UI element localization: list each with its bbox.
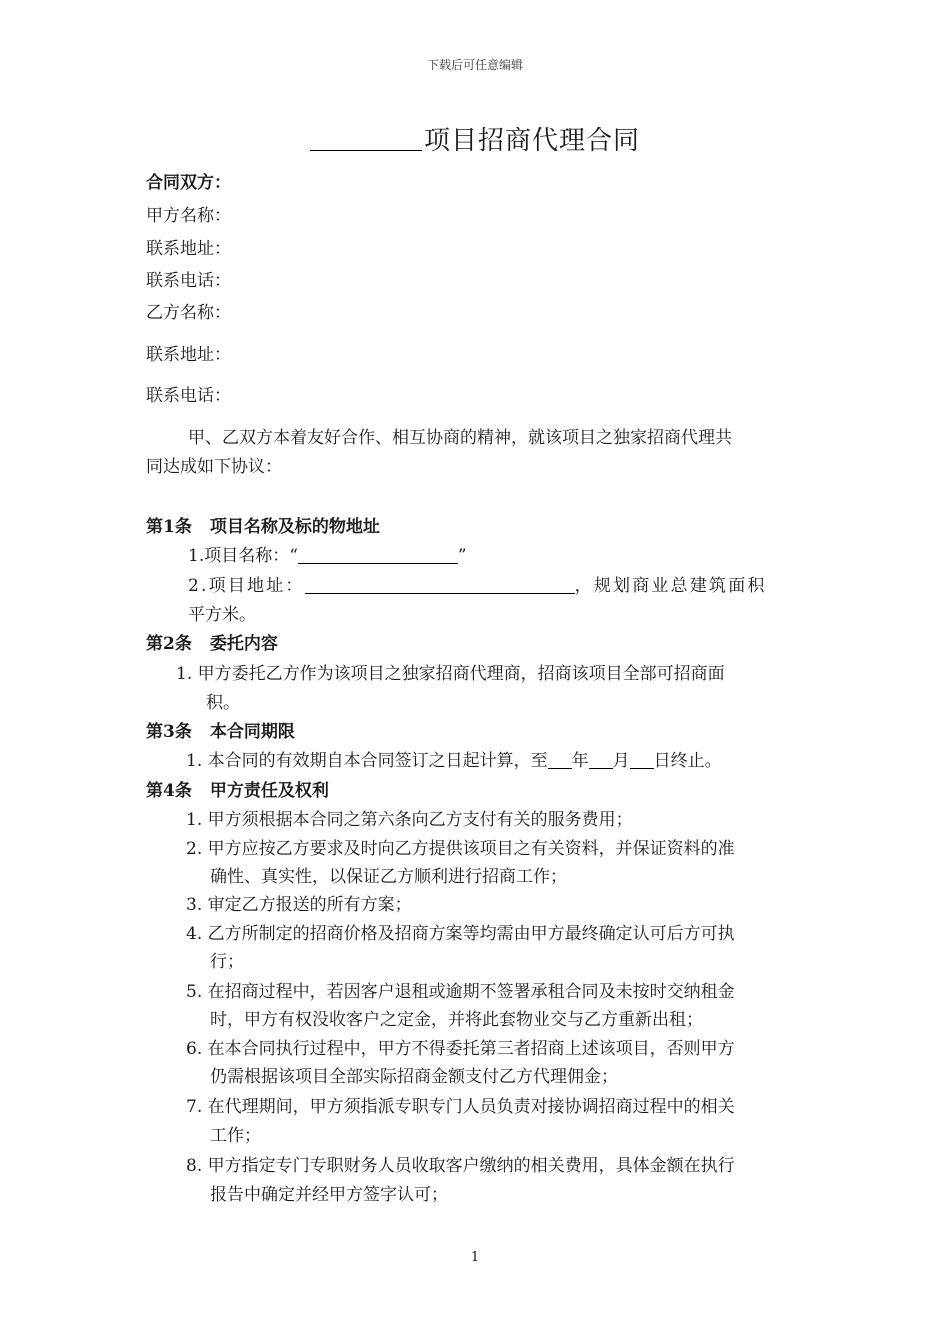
art4-item7-line2: 工作； — [210, 1126, 261, 1146]
header-note: 下载后可任意编辑 — [426, 58, 523, 72]
art2-number: 第2条 — [146, 634, 192, 654]
art4-item4-line2: 行； — [210, 952, 244, 972]
art4-item6-line1: 6. 在本合同执行过程中，甲方不得委托第三者招商上述该项目，否则甲方 — [186, 1039, 735, 1059]
art3-title: 本合同期限 — [209, 722, 295, 742]
parties-heading: 合同双方： — [146, 173, 231, 193]
art4-title: 甲方责任及权利 — [209, 781, 329, 801]
party-a-phone: 联系电话： — [146, 271, 231, 291]
art4-item5-line2: 时，甲方有权没收客户之定金，并将此套物业交与乙方重新出租； — [210, 1010, 703, 1030]
art4-item8-line1: 8. 甲方指定专门专职财务人员收取客户缴纳的相关费用，具体金额在执行 — [186, 1156, 735, 1176]
art1-item1 — [188, 541, 467, 566]
contract-title — [0, 120, 950, 157]
art4-item2-line2: 确性、真实性，以保证乙方顺利进行招商工作； — [210, 867, 567, 887]
art4-item6-line2: 仍需根据该项目全部实际招商金额支付乙方代理佣金； — [210, 1067, 618, 1087]
month-blank — [589, 750, 613, 769]
party-a-name: 甲方名称： — [146, 206, 231, 226]
project-name-blank — [298, 545, 458, 564]
art4-item1: 1. 甲方须根据本合同之第六条向乙方支付有关的服务费用； — [186, 810, 633, 830]
art1-item2-cont: 平方米。 — [188, 605, 256, 625]
art4-item8-line2: 报告中确定并经甲方签字认可； — [210, 1185, 448, 1205]
art2-heading — [146, 629, 278, 654]
party-a-address: 联系地址： — [146, 239, 231, 259]
art3-item1-c: 月 — [612, 751, 630, 771]
party-b-address: 联系地址： — [146, 345, 231, 365]
art3-item1 — [186, 746, 722, 771]
art3-heading — [146, 717, 295, 742]
title-blank-line — [310, 124, 422, 151]
day-blank — [630, 750, 654, 769]
art4-item7-line1: 7. 在代理期间，甲方须指派专职专门人员负责对接协调招商过程中的相关 — [186, 1097, 735, 1117]
art4-item2-line1: 2. 甲方应按乙方要求及时向乙方提供该项目之有关资料，并保证资料的准 — [186, 839, 735, 859]
art4-number: 第4条 — [146, 781, 192, 801]
art3-item1-a: 1. 本合同的有效期自本合同签订之日起计算，至 — [186, 751, 548, 771]
party-b-name: 乙方名称： — [146, 303, 231, 323]
art1-item1-label: 1.项目名称：“ — [188, 546, 298, 566]
art4-heading — [146, 776, 329, 801]
art2-item1-line1: 1. 甲方委托乙方作为该项目之独家招商代理商，招商该项目全部可招商面 — [176, 664, 725, 684]
art1-heading — [146, 512, 380, 537]
title-text: 项目招商代理合同 — [423, 126, 640, 156]
art4-item5-line1: 5. 在招商过程中，若因客户退租或逾期不签署承租合同及未按时交纳租金 — [186, 982, 735, 1002]
art1-item1-close: ” — [457, 546, 467, 566]
page-number: 1 — [470, 1250, 480, 1265]
preamble-line-1: 甲、乙双方本着友好合作、相互协商的精神，就该项目之独家招商代理共 — [188, 428, 732, 448]
party-b-phone: 联系电话： — [146, 386, 231, 406]
art1-number: 第1条 — [146, 517, 192, 537]
art3-item1-d: 日终止。 — [653, 751, 722, 771]
year-blank — [548, 750, 572, 769]
preamble-line-2: 同达成如下协议： — [146, 457, 282, 477]
art1-title: 项目名称及标的物地址 — [209, 517, 380, 537]
art3-number: 第3条 — [146, 722, 192, 742]
project-address-blank — [305, 575, 575, 594]
art1-item2 — [188, 571, 767, 596]
art3-item1-b: 年 — [571, 751, 589, 771]
art1-item2-label: 2.项目地址： — [188, 576, 305, 596]
art4-item4-line1: 4. 乙方所制定的招商价格及招商方案等均需由甲方最终确定认可后方可执 — [186, 924, 735, 944]
art2-title: 委托内容 — [209, 634, 278, 654]
art1-item2-rest: ，规划商业总建筑面积 — [574, 576, 767, 596]
art2-item1-line2: 积。 — [206, 693, 240, 713]
art4-item3: 3. 审定乙方报送的所有方案； — [186, 895, 412, 915]
